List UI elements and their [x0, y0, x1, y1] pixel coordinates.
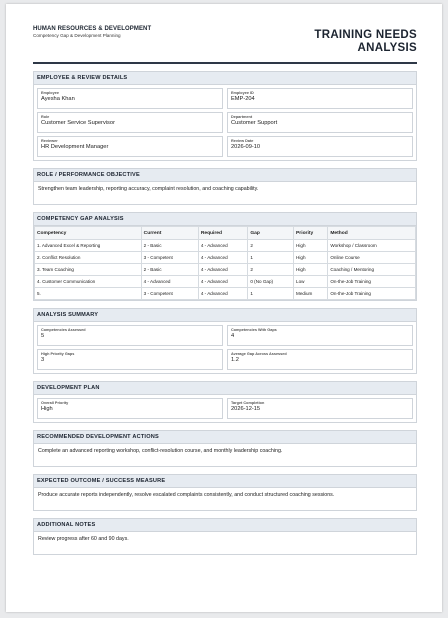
table-cell: 4 - Advanced: [198, 288, 248, 300]
table-row: [35, 240, 416, 252]
field-value: Customer Support: [231, 120, 278, 126]
table-cell: 2: [248, 240, 294, 252]
overall-priority-field: [37, 398, 223, 419]
field-label: Review Date: [231, 139, 254, 143]
target-completion-field: [227, 398, 413, 419]
competencies-assessed-field: [37, 325, 223, 346]
table-row: [35, 264, 416, 276]
plan-fields: [34, 395, 416, 422]
table-cell: 2. Conflict Resolution: [35, 252, 142, 264]
development-plan-section: [33, 381, 417, 423]
gap-table: [34, 226, 416, 300]
field-value: 4: [231, 333, 235, 339]
column-header: Required: [198, 227, 248, 240]
average-gap-field: [227, 349, 413, 370]
competencies-with-gaps-field: [227, 325, 413, 346]
table-cell: 4 - Advanced: [141, 276, 198, 288]
table-row: [35, 252, 416, 264]
table-cell: 5.: [35, 288, 142, 300]
field-value: HR Development Manager: [41, 144, 109, 150]
additional-notes-text: Review progress after 60 and 90 days.: [38, 536, 129, 542]
table-cell: 3 - Competent: [141, 252, 198, 264]
field-label: Department: [231, 115, 253, 119]
table-cell: 4 - Advanced: [198, 240, 248, 252]
title-line-1: TRAINING NEEDS: [314, 29, 417, 41]
employee-field: [37, 88, 223, 109]
field-label: Target Completion: [231, 401, 265, 405]
table-cell: 4 - Advanced: [198, 276, 248, 288]
recommended-actions-section: [33, 430, 417, 467]
employee-fields: [34, 85, 416, 160]
field-value: High: [41, 406, 53, 412]
document-title: [314, 29, 417, 55]
table-row: [35, 288, 416, 300]
field-label: Employee ID: [231, 91, 254, 95]
table-cell: 2 - Basic: [141, 264, 198, 276]
field-label: Competencies Assessed: [41, 328, 86, 332]
column-header: Current: [141, 227, 198, 240]
field-value: 2026-12-15: [231, 406, 261, 412]
reviewer-field: [37, 136, 223, 157]
table-cell: On-the-Job Training: [328, 288, 416, 300]
analysis-summary-section: [33, 308, 417, 374]
field-value: EMP-204: [231, 96, 255, 102]
table-cell: High: [294, 264, 328, 276]
column-header: Method: [328, 227, 416, 240]
table-cell: Low: [294, 276, 328, 288]
table-cell: Online Course: [328, 252, 416, 264]
table-header-row: [35, 227, 416, 240]
section-heading: ANALYSIS SUMMARY: [34, 309, 416, 322]
recommended-actions-text: Complete an advanced reporting workshop, conflict-resolution course, and monthly leadership coaching.: [38, 448, 283, 454]
role-objective-text: Strengthen team leadership, reporting accuracy, complaint resolution, and coaching capability.: [38, 186, 259, 192]
expected-outcome-section: [33, 474, 417, 511]
column-header: Gap: [248, 227, 294, 240]
table-cell: 2 - Basic: [141, 240, 198, 252]
table-cell: 1: [248, 252, 294, 264]
table-cell: High: [294, 240, 328, 252]
field-label: Reviewer: [41, 139, 58, 143]
title-line-2: ANALYSIS: [357, 42, 417, 54]
section-heading: ADDITIONAL NOTES: [34, 519, 416, 532]
role-objective-section: [33, 168, 417, 205]
field-value: 1.2: [231, 357, 239, 363]
table-cell: 0 (No Gap): [248, 276, 294, 288]
document-page: [6, 4, 442, 612]
summary-fields: [34, 322, 416, 373]
field-value: 5: [41, 333, 45, 339]
section-heading: EMPLOYEE & REVIEW DETAILS: [34, 72, 416, 85]
column-header: Priority: [294, 227, 328, 240]
table-row: [35, 276, 416, 288]
section-heading: COMPETENCY GAP ANALYSIS: [34, 213, 416, 226]
table-cell: On-the-Job Training: [328, 276, 416, 288]
table-cell: High: [294, 252, 328, 264]
gap-analysis-section: [33, 212, 417, 301]
section-heading: EXPECTED OUTCOME / SUCCESS MEASURE: [34, 475, 416, 488]
review-date-field: [227, 136, 413, 157]
additional-notes-section: [33, 518, 417, 555]
table-cell: 2: [248, 264, 294, 276]
section-heading: RECOMMENDED DEVELOPMENT ACTIONS: [34, 431, 416, 444]
field-label: Overall Priority: [41, 401, 69, 405]
section-heading: ROLE / PERFORMANCE OBJECTIVE: [34, 169, 416, 182]
table-cell: 3 - Competent: [141, 288, 198, 300]
document-content: [33, 26, 417, 555]
high-priority-gaps-field: [37, 349, 223, 370]
table-cell: Medium: [294, 288, 328, 300]
table-cell: 3. Team Coaching: [35, 264, 142, 276]
document-header: [33, 26, 417, 62]
field-label: High Priority Gaps: [41, 352, 75, 356]
table-cell: Workshop / Classroom: [328, 240, 416, 252]
field-value: Customer Service Supervisor: [41, 120, 115, 126]
table-cell: 1: [248, 288, 294, 300]
employee-section: [33, 71, 417, 161]
expected-outcome-text: Produce accurate reports independently, resolve escalated complaints consistently, and conduct structured coaching sessions.: [38, 492, 335, 498]
field-value: 2026-09-10: [231, 144, 261, 150]
role-field: [37, 112, 223, 133]
column-header: Competency: [35, 227, 142, 240]
org-subtitle: Competency Gap & Development Planning: [33, 33, 121, 38]
field-label: Average Gap Across Assessed: [231, 352, 287, 356]
section-heading: DEVELOPMENT PLAN: [34, 382, 416, 395]
field-label: Role: [41, 115, 50, 119]
field-value: Ayesha Khan: [41, 96, 75, 102]
employee-id-field: [227, 88, 413, 109]
field-label: Employee: [41, 91, 59, 95]
table-cell: 1. Advanced Excel & Reporting: [35, 240, 142, 252]
department-field: [227, 112, 413, 133]
field-value: 3: [41, 357, 45, 363]
table-cell: 4 - Advanced: [198, 252, 248, 264]
table-cell: Coaching / Mentoring: [328, 264, 416, 276]
header-rule: [33, 62, 417, 64]
table-cell: 4 - Advanced: [198, 264, 248, 276]
table-cell: 4. Customer Communication: [35, 276, 142, 288]
field-label: Competencies With Gaps: [231, 328, 277, 332]
org-name: HUMAN RESOURCES & DEVELOPMENT: [33, 26, 152, 32]
